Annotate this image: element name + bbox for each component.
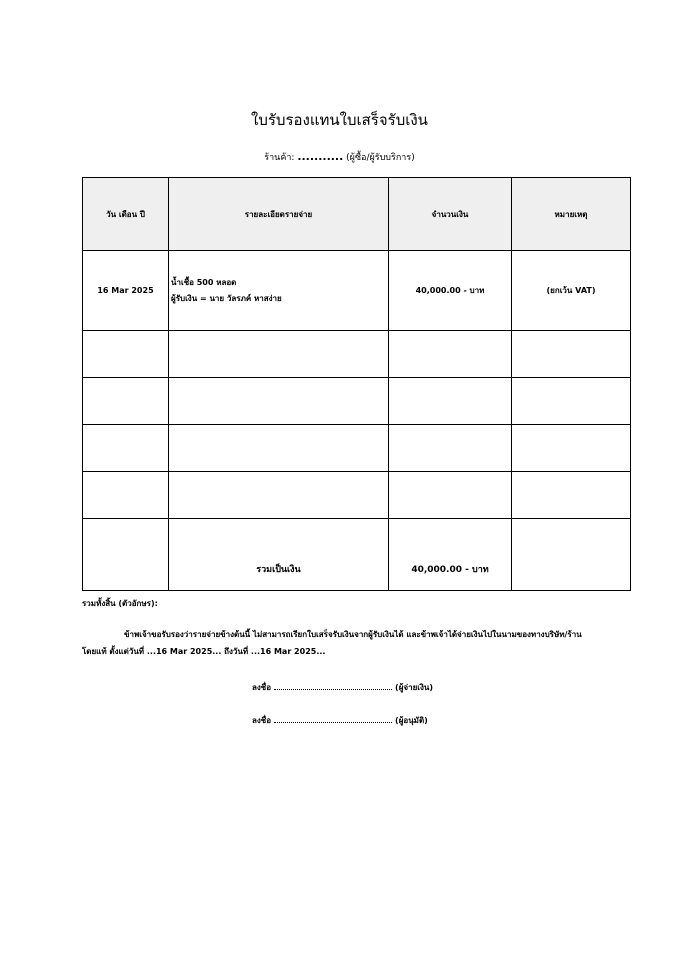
header-date: วัน เดือน ปี bbox=[83, 178, 169, 251]
description-payee: ผู้รับเงิน = นาย วัลรภค์ หาสง่าย bbox=[171, 293, 282, 303]
description-item: น้ำเชื้อ 500 หลอด bbox=[171, 277, 237, 287]
expense-table bbox=[82, 177, 631, 591]
table-row-empty bbox=[83, 472, 631, 519]
signature-label: ลงชื่อ bbox=[252, 683, 272, 692]
empty-cell bbox=[83, 378, 169, 425]
empty-cell bbox=[169, 472, 389, 519]
empty-cell bbox=[169, 331, 389, 378]
empty-cell bbox=[389, 331, 512, 378]
shop-name-placeholder: ........... bbox=[297, 150, 344, 163]
cell-amount: 40,000.00 - บาท bbox=[389, 251, 512, 331]
empty-cell bbox=[389, 425, 512, 472]
empty-cell bbox=[512, 425, 631, 472]
table-row bbox=[83, 251, 631, 331]
header-description: รายละเอียดรายจ่าย bbox=[169, 178, 389, 251]
cell-description bbox=[169, 251, 389, 331]
certification-text-line2: โดยแท้ ตั้งแต่วันที่ ...16 Mar 2025... ถึงวันที่ ...16 Mar 2025... bbox=[82, 647, 326, 656]
signature-role: (ผู้จ่ายเงิน) bbox=[395, 683, 434, 692]
document-title: ใบรับรองแทนใบเสร็จรับเงิน bbox=[251, 111, 428, 129]
table-total-row bbox=[83, 519, 631, 591]
empty-cell bbox=[512, 378, 631, 425]
shop-role: (ผู้ซื้อ/ผู้รับบริการ) bbox=[346, 153, 415, 163]
signature-label: ลงชื่อ bbox=[252, 716, 272, 725]
approver-signature-line bbox=[252, 714, 428, 727]
empty-cell bbox=[169, 425, 389, 472]
signature-role: (ผู้อนุมัติ) bbox=[395, 716, 428, 725]
empty-cell bbox=[83, 425, 169, 472]
empty-cell bbox=[389, 472, 512, 519]
shop-label: ร้านค้า: bbox=[264, 153, 295, 163]
empty-cell bbox=[83, 331, 169, 378]
signature-blank bbox=[274, 681, 392, 690]
certification-text-line1: ข้าพเจ้าขอรับรองว่ารายจ่ายข้างต้นนี้ ไม่สามารถเรียกใบเสร็จรับเงินจากผู้รับเงินได้ และข้าพเจ้าได้จ่ายเงินไปในนามของทางบริษัท/ร้าน bbox=[124, 630, 582, 639]
empty-cell bbox=[83, 519, 169, 591]
header-note: หมายเหตุ bbox=[512, 178, 631, 251]
table-header-row bbox=[83, 178, 631, 251]
empty-cell bbox=[169, 378, 389, 425]
cell-date: 16 Mar 2025 bbox=[83, 251, 169, 331]
shop-line bbox=[0, 150, 679, 164]
signature-blank bbox=[274, 714, 392, 723]
empty-cell bbox=[512, 519, 631, 591]
table-row-empty bbox=[83, 425, 631, 472]
table-row-empty bbox=[83, 331, 631, 378]
empty-cell bbox=[512, 472, 631, 519]
payer-signature-line bbox=[252, 681, 433, 694]
total-amount: 40,000.00 - บาท bbox=[389, 519, 512, 591]
cell-note: (ยกเว้น VAT) bbox=[512, 251, 631, 331]
amount-in-words-label: รวมทั้งสิ้น (ตัวอักษร): bbox=[82, 599, 158, 608]
table-row-empty bbox=[83, 378, 631, 425]
empty-cell bbox=[83, 472, 169, 519]
empty-cell bbox=[512, 331, 631, 378]
empty-cell bbox=[389, 378, 512, 425]
header-amount: จำนวนเงิน bbox=[389, 178, 512, 251]
total-label: รวมเป็นเงิน bbox=[169, 519, 389, 591]
